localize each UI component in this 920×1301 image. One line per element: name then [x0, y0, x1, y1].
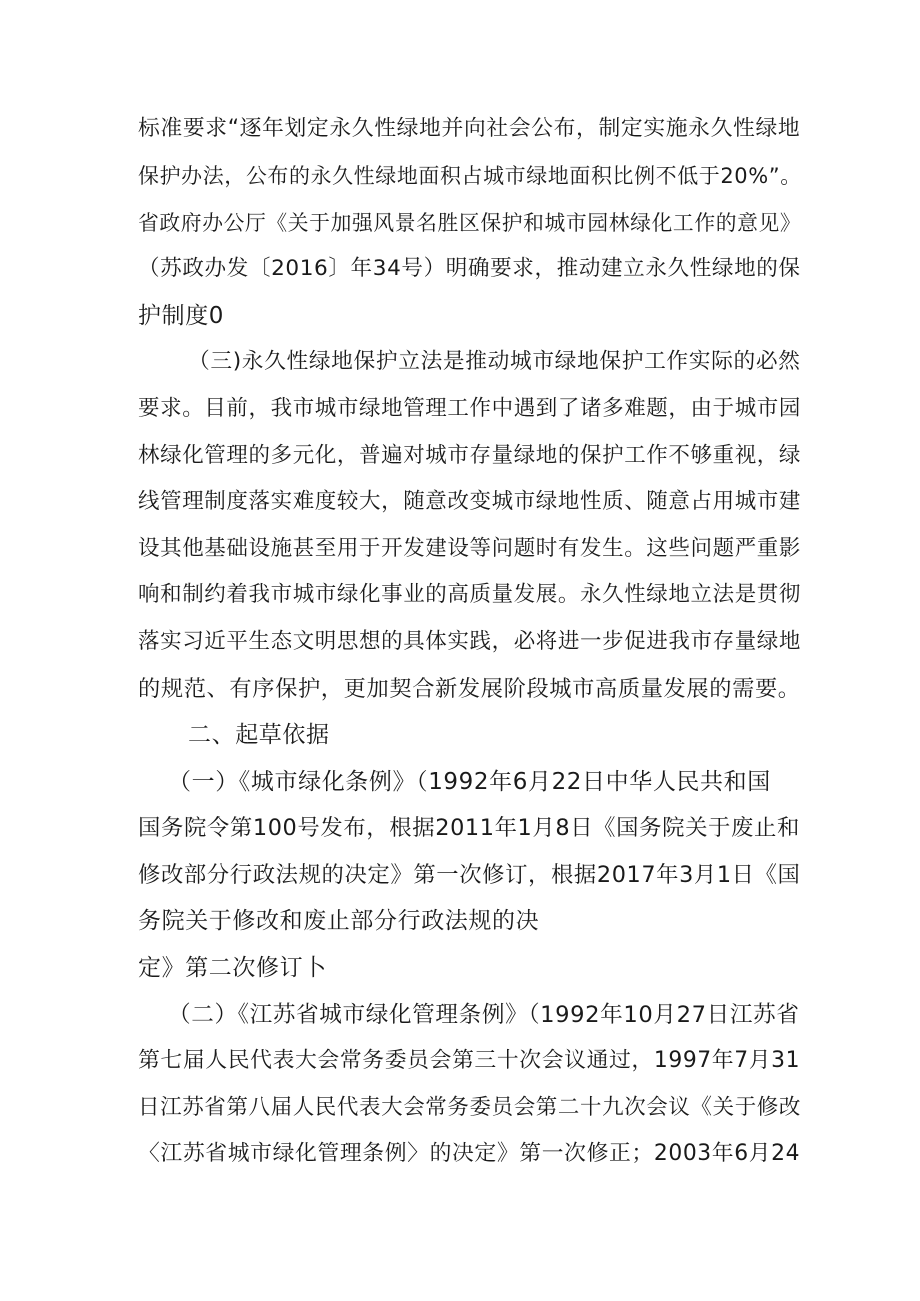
text-line: 〈江苏省城市绿化管理条例〉的决定》第一次修正；2003年6月24	[138, 1141, 801, 1166]
text-line: 定》第二次修订卜	[138, 955, 327, 981]
section-heading: 二、起草依据	[188, 722, 330, 748]
text-line: 护制度0	[138, 303, 225, 329]
text-line: 的规范、有序保护，更加契合新发展阶段城市高质量发展的需要。	[138, 676, 801, 702]
text-line: 线管理制度落实难度较大，随意改变城市绿地性质、随意占用城市建	[138, 489, 802, 514]
text-line: 响和制约着我市城市绿化事业的高质量发展。永久性绿地立法是贯彻	[138, 582, 802, 607]
text-line: 设其他基础设施甚至用于开发建设等问题时有发生。这些问题严重影	[138, 536, 802, 561]
text-line: 要求。目前，我市城市绿地管理工作中遇到了诸多难题，由于城市园	[138, 396, 802, 421]
paragraph-first-line: （三)永久性绿地保护立法是推动城市绿地保护工作实际的必然	[188, 349, 801, 374]
text-line: 省政府办公厅《关于加强风景名胜区保护和城市园林绿化工作的意见》	[138, 211, 802, 235]
text-line: 国务院令第100号发布，根据2011年1月8日《国务院关于废止和	[138, 815, 800, 841]
paragraph-first-line: （二）《江苏省城市绿化管理条例》（1992年10月27日江苏省	[168, 1002, 800, 1028]
text-line: 保护办法，公布的永久性绿地面积占城市绿地面积比例不低于20%”。	[138, 164, 802, 188]
text-line: 务院关于修改和废止部分行政法规的决	[138, 908, 540, 934]
text-line: 标准要求“逐年划定永久性绿地并向社会公布，制定实施永久性绿地	[138, 116, 801, 141]
text-line: 日江苏省第八届人民代表大会常务委员会第二十九次会议《关于修改	[138, 1095, 802, 1120]
text-line: 林绿化管理的多元化，普遍对城市存量绿地的保护工作不够重视，绿	[138, 443, 802, 468]
text-line: 第七届人民代表大会常务委员会第三十次会议通过，1997年7月31	[138, 1048, 801, 1073]
paragraph-first-line: （一）《城市绿化条例》（1992年6月22日中华人民共和国	[168, 769, 771, 795]
text-line: （苏政办发〔2016〕年34号）明确要求，推动建立永久性绿地的保	[138, 256, 801, 281]
text-line: 修改部分行政法规的决定》第一次修订，根据2017年3月1日《国	[138, 862, 801, 888]
text-line: 落实习近平生态文明思想的具体实践，必将进一步促进我市存量绿地	[138, 629, 802, 654]
